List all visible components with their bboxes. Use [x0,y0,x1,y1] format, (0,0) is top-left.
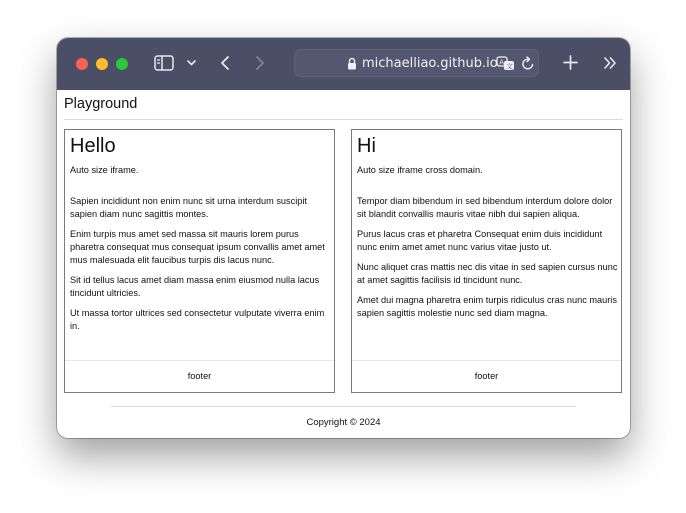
browser-window [57,38,630,438]
card-paragraph: Tempor diam bibendum in sed bibendum interdum dolore dolor sit blandit convallis mauris vitae nibh dui sapien aliqua. [357,196,613,219]
close-window-button[interactable] [76,58,88,70]
card-paragraph: Amet dui magna pharetra enim turpis ridiculus cras nunc mauris sapien sagittis molestie nunc sed diam magna. [357,295,617,318]
card-paragraph: Sapien incididunt non enim nunc sit urna interdum suscipit sapien diam nunc sagittis montes. [70,196,307,219]
card-subtitle: Auto size iframe. [70,165,139,175]
sidebar-icon[interactable] [153,54,175,72]
minimize-window-button[interactable] [96,58,108,70]
card-heading: Hello [70,135,116,157]
back-icon[interactable] [218,54,232,72]
card-heading: Hi [357,135,376,157]
footer-divider [111,406,576,407]
translate-icon[interactable] [495,55,515,72]
page-content [57,90,630,438]
card-footer: footer [65,360,334,392]
lock-icon [346,56,357,70]
divider [64,119,623,120]
card-paragraph: Purus lacus cras et pharetra Consequat enim duis incididunt nunc enim amet amet nunc varius vitae justo ut. [357,229,603,252]
card-paragraph: Ut massa tortor ultrices sed consectetur vulputate viverra enim in. [70,308,325,331]
address-bar[interactable] [294,49,539,77]
card-paragraph: Nunc aliquet cras mattis nec dis vitae in sed sapien cursus nunc at amet sagittis facilisis id tincidunt nunc. [357,262,618,285]
address-text: michaelliao.github.io [362,56,498,71]
page-title: Playground [64,96,138,112]
card-footer: footer [352,360,621,392]
zoom-window-button[interactable] [116,58,128,70]
card-subtitle: Auto size iframe cross domain. [357,165,483,175]
svg-text:文: 文 [505,62,513,71]
copyright-text: Copyright © 2024 [306,417,381,428]
card-paragraphs [357,195,619,327]
card-paragraph: Sit id tellus lacus amet diam massa enim eiusmod nulla lacus tincidunt ultricies. [70,275,320,298]
reload-icon[interactable] [519,55,536,72]
browser-toolbar [57,38,630,90]
svg-text:A: A [498,58,504,67]
iframe-card-hello [64,129,335,393]
forward-icon[interactable] [253,54,267,72]
card-paragraph: Enim turpis mus amet sed massa sit mauris lorem purus pharetra consequat mus consequat ipsum convallis amet amet mus malesuada elit faucibus turpis dis lacus nunc. [70,229,325,265]
iframe-card-hi [351,129,622,393]
chevron-down-icon[interactable] [186,58,196,68]
new-tab-icon[interactable] [562,54,579,71]
more-icon[interactable] [602,56,618,70]
card-paragraphs [70,195,332,340]
